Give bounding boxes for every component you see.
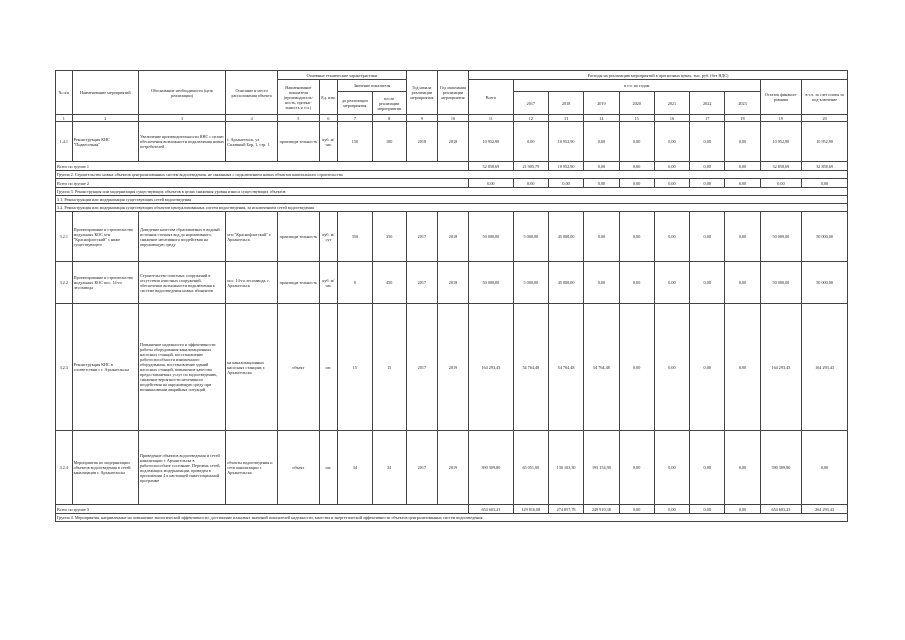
row-unit: шт. bbox=[319, 431, 338, 505]
row-after: 450 bbox=[372, 262, 406, 304]
row-value: 54 764,48 bbox=[584, 304, 619, 431]
total-label: Всего по группе 1 bbox=[56, 162, 469, 171]
row-unit: шт. bbox=[319, 304, 338, 431]
row-value: 390 309,80 bbox=[760, 431, 802, 505]
header-expense-group: Расходы на реализацию мероприятий в прогнозных ценах, тыс. руб. (без НДС) bbox=[469, 71, 848, 80]
row-value: 0,00 bbox=[619, 262, 654, 304]
header-remain: Остаток финанси-рования bbox=[760, 80, 802, 115]
row-unit: куб. м/час bbox=[319, 122, 338, 162]
row-year-end: 2018 bbox=[437, 212, 468, 262]
column-number: 7 bbox=[338, 115, 372, 122]
row-value: 65 051,00 bbox=[513, 431, 548, 505]
header-name: Наименование мероприятий bbox=[72, 71, 138, 115]
row-value: 0,00 bbox=[654, 431, 689, 505]
total-value: 249 919,38 bbox=[584, 505, 619, 514]
total-value: 0,00 bbox=[584, 179, 619, 188]
row-value: 0,00 bbox=[513, 122, 548, 162]
header-reason: Обоснование необходимости (цель реализации) bbox=[139, 71, 226, 115]
column-number: 16 bbox=[654, 115, 689, 122]
row-desc: на канализационных насосных станциях г. Архангельска bbox=[226, 304, 278, 431]
row-value: 0,00 bbox=[584, 122, 619, 162]
row-name: Проектирование и строительство модульных КОС пос. 14-го лесозавода bbox=[72, 262, 138, 304]
row-name: Реконструкция КНС "Подвесочная" bbox=[72, 122, 138, 162]
row-value: 10 952,90 bbox=[760, 122, 802, 162]
subgroup-heading-row bbox=[56, 196, 848, 204]
row-value: 0,00 bbox=[654, 212, 689, 262]
total-value: 129 816,08 bbox=[513, 505, 548, 514]
column-number-row bbox=[56, 115, 848, 122]
row-value: 130 103,30 bbox=[548, 431, 583, 505]
subgroup-heading: 3.2. Реконструкция или модернизация существующих объектов централизованных систем водоотведения, за исключением сетей водоотведения bbox=[56, 204, 848, 212]
row-value: 0,00 bbox=[619, 122, 654, 162]
subgroup-heading: 3.1. Реконструкция или модернизация существующих сетей водоотведения bbox=[56, 196, 848, 204]
header-before: до реализации мероприятия bbox=[338, 92, 372, 115]
total-value: 0,00 bbox=[619, 179, 654, 188]
row-before: 15 bbox=[338, 304, 372, 431]
row-reason: Увеличение производительности КНС с целью обеспечения возможности подключения новых потребителей bbox=[139, 122, 226, 162]
row-reason: Приведение объектов водоотведения и сетей канализации г. Архангельска в работоспособное состояние. Перечень сетей, подлежащих модернизации, приведен в приложении 4 к настоящей инвестиционной программе bbox=[139, 431, 226, 505]
subgroup-heading-row bbox=[56, 204, 848, 212]
table-row bbox=[56, 122, 848, 162]
row-after: 350 bbox=[372, 212, 406, 262]
row-value: 10 952,90 bbox=[548, 122, 583, 162]
row-value: 164 293,43 bbox=[802, 304, 848, 431]
row-value: 164 293,43 bbox=[469, 304, 514, 431]
header-total: Всего bbox=[469, 80, 514, 115]
header-year: 2019 bbox=[584, 92, 619, 115]
header-borrowed: в т.ч. за счет платы за под-ключение bbox=[802, 80, 848, 115]
row-value: 0,00 bbox=[725, 262, 760, 304]
total-value: 0,00 bbox=[548, 179, 583, 188]
column-number: 17 bbox=[690, 115, 725, 122]
header-unit: Ед. изм. bbox=[319, 80, 338, 115]
row-value: 0,00 bbox=[619, 304, 654, 431]
row-after: 180 bbox=[372, 122, 406, 162]
row-value: 195 154,90 bbox=[584, 431, 619, 505]
total-label: Всего по группе 2 bbox=[56, 179, 469, 188]
total-value: 0,00 bbox=[619, 162, 654, 171]
row-value: 0,00 bbox=[802, 431, 848, 505]
row-desc: пос. 14-го лесозавода, г. Архангельск bbox=[226, 262, 278, 304]
total-value: 32 858,69 bbox=[469, 162, 514, 171]
table-row bbox=[56, 431, 848, 505]
column-number: 4 bbox=[226, 115, 278, 122]
header-year: 2022 bbox=[690, 92, 725, 115]
row-tech: объект bbox=[278, 304, 320, 431]
total-value: 0,00 bbox=[725, 179, 760, 188]
total-value: 264 293,43 bbox=[802, 505, 848, 514]
row-year-end: 2018 bbox=[437, 122, 468, 162]
row-tech: производи тельность bbox=[278, 122, 320, 162]
total-value: 32 858,69 bbox=[760, 162, 802, 171]
total-value: 10 952,90 bbox=[548, 162, 583, 171]
row-value: 0,00 bbox=[584, 262, 619, 304]
row-tech: производи тельность bbox=[278, 262, 320, 304]
row-year-start: 2018 bbox=[406, 122, 437, 162]
total-value: 0,00 bbox=[690, 162, 725, 171]
total-value: 654 603,23 bbox=[469, 505, 514, 514]
row-year-end: 2019 bbox=[437, 431, 468, 505]
header-year: 2018 bbox=[548, 92, 583, 115]
header-tech-group: Основные технические характеристики bbox=[278, 71, 407, 80]
investment-table bbox=[55, 70, 848, 522]
investment-program-table-page bbox=[55, 70, 848, 522]
column-number: 1 bbox=[56, 115, 73, 122]
row-value: 0,00 bbox=[725, 122, 760, 162]
column-number: 8 bbox=[372, 115, 406, 122]
row-value: 0,00 bbox=[584, 212, 619, 262]
column-number: 11 bbox=[469, 115, 514, 122]
row-name: Мероприятия по модернизации объектов водоотведения в сетей канализации г. Архангельска bbox=[72, 431, 138, 505]
group-heading: Группа 3. Реконструкция или модернизация существующих объектов в целях снижения уровня износа существующих объектов bbox=[56, 188, 848, 196]
group-heading: Группа 2. Строительство новых объектов централизованных систем водоотведения, не связанных с подключением новых объектов капитального строительства bbox=[56, 171, 848, 179]
row-value: 10 952,90 bbox=[469, 122, 514, 162]
row-after: 34 bbox=[372, 431, 406, 505]
header-num: № п/п bbox=[56, 71, 73, 115]
row-value: 0,00 bbox=[690, 431, 725, 505]
row-year-start: 2017 bbox=[406, 304, 437, 431]
column-number: 9 bbox=[406, 115, 437, 122]
total-value: 0,00 bbox=[654, 162, 689, 171]
row-year-end: 2018 bbox=[437, 262, 468, 304]
row-value: 50 000,00 bbox=[802, 212, 848, 262]
row-value: 50 000,00 bbox=[802, 262, 848, 304]
header-year: 2021 bbox=[654, 92, 689, 115]
group-total-row bbox=[56, 162, 848, 171]
row-value: 0,00 bbox=[690, 304, 725, 431]
row-num: 3.2.2 bbox=[56, 262, 73, 304]
row-value: 164 293,43 bbox=[760, 304, 802, 431]
row-value: 0,00 bbox=[654, 262, 689, 304]
group-heading-row bbox=[56, 171, 848, 179]
row-value: 50 000,00 bbox=[469, 262, 514, 304]
row-value: 45 000,00 bbox=[548, 262, 583, 304]
header-after: после реализации мероприятия bbox=[372, 92, 406, 115]
row-reason: Повышение надежности и эффективности работы оборудования канализационных насосных станций, восстановление работоспособности изношенного оборудования, восстановление зданий насосных станций, повышение качества предоставляемых услуг по водоотведению, снижение вероятности негативного воздействия на окружающую среду при возникновении аварийных ситуаций bbox=[139, 304, 226, 431]
column-number: 12 bbox=[513, 115, 548, 122]
header-years-group: в т.ч. по годам bbox=[513, 80, 760, 92]
column-number: 5 bbox=[278, 115, 320, 122]
row-value: 0,00 bbox=[654, 304, 689, 431]
total-value: 0,00 bbox=[690, 179, 725, 188]
row-value: 0,00 bbox=[690, 122, 725, 162]
header-desc: Описание и место расположения объекта bbox=[226, 71, 278, 115]
row-before: 34 bbox=[338, 431, 372, 505]
column-number: 14 bbox=[584, 115, 619, 122]
row-unit: куб. м/час bbox=[319, 262, 338, 304]
row-value: 54 764,48 bbox=[513, 304, 548, 431]
row-value: 0,00 bbox=[654, 122, 689, 162]
group-heading-row bbox=[56, 188, 848, 196]
column-number: 3 bbox=[139, 115, 226, 122]
column-number: 10 bbox=[437, 115, 468, 122]
row-num: 3.2.1 bbox=[56, 212, 73, 262]
total-value: 0,00 bbox=[760, 179, 802, 188]
total-label: Всего по группе 3 bbox=[56, 505, 469, 514]
total-value: 0,00 bbox=[513, 179, 548, 188]
header-year: 2023 bbox=[725, 92, 760, 115]
column-number: 20 bbox=[802, 115, 848, 122]
header-tech-name: Наименование показателя (производитель-ность, протяж-енность и т.п.) bbox=[278, 80, 320, 115]
row-year-start: 2017 bbox=[406, 212, 437, 262]
total-value: 0,00 bbox=[725, 162, 760, 171]
table-row bbox=[56, 304, 848, 431]
row-value: 50 000,00 bbox=[760, 212, 802, 262]
row-value: 54 764,48 bbox=[548, 304, 583, 431]
row-value: 0,00 bbox=[725, 212, 760, 262]
row-desc: объекты водоотведения и сети канализации г. Архангельска bbox=[226, 431, 278, 505]
row-value: 0,00 bbox=[690, 262, 725, 304]
total-value: 0,00 bbox=[654, 179, 689, 188]
row-year-start: 2017 bbox=[406, 431, 437, 505]
total-value: 0,00 bbox=[654, 505, 689, 514]
row-value: 0,00 bbox=[725, 304, 760, 431]
group-heading-row bbox=[56, 514, 848, 522]
row-tech: объект bbox=[278, 431, 320, 505]
header-year-end: Год окончания реализации мероприятия bbox=[437, 71, 468, 115]
group-total-row bbox=[56, 505, 848, 514]
row-tech: производи тельность bbox=[278, 212, 320, 262]
row-year-end: 2019 bbox=[437, 304, 468, 431]
header-year-start: Год начала реализации мероприятия bbox=[406, 71, 437, 115]
row-num: 3.2.3 bbox=[56, 304, 73, 431]
row-value: 390 309,80 bbox=[469, 431, 514, 505]
total-value: 0,00 bbox=[802, 179, 848, 188]
row-value: 50 000,00 bbox=[469, 212, 514, 262]
column-number: 19 bbox=[760, 115, 802, 122]
group-total-row bbox=[56, 179, 848, 188]
row-desc: м-н "Краснофлотский" г. Архангельск bbox=[226, 212, 278, 262]
table-row bbox=[56, 212, 848, 262]
column-number: 15 bbox=[619, 115, 654, 122]
row-value: 5 000,00 bbox=[513, 262, 548, 304]
group-heading: Группа 4. Мероприятия, направленные на повышение экологической эффективности, достижение плановых значений показателей надежности, качества и энергетической эффективности объектов централизованных систем водоотведения bbox=[56, 514, 848, 522]
total-value: 0,00 bbox=[619, 505, 654, 514]
total-value: 0,00 bbox=[725, 505, 760, 514]
column-number: 6 bbox=[319, 115, 338, 122]
row-num: 1.4.1 bbox=[56, 122, 73, 162]
row-value: 0,00 bbox=[690, 212, 725, 262]
row-before: 150 bbox=[338, 122, 372, 162]
header-value-group: Значение показателя bbox=[338, 80, 407, 92]
row-value: 5 000,00 bbox=[513, 212, 548, 262]
header-year: 2020 bbox=[619, 92, 654, 115]
row-reason: Строительство очистных сооружений в отсутствии очистных сооружений, обеспечение возможности подключения к системе водоотведения новых абонентов bbox=[139, 262, 226, 304]
row-value: 10 952,90 bbox=[802, 122, 848, 162]
row-value: 50 000,00 bbox=[760, 262, 802, 304]
row-num: 3.2.4 bbox=[56, 431, 73, 505]
row-value: 45 000,00 bbox=[548, 212, 583, 262]
total-value: 32 858,69 bbox=[802, 162, 848, 171]
column-number: 18 bbox=[725, 115, 760, 122]
row-after: 15 bbox=[372, 304, 406, 431]
row-name: Проектирование и строительство модульных КОС м-н "Краснофлотский" с ниже существующего bbox=[72, 212, 138, 262]
table-row bbox=[56, 262, 848, 304]
row-before: 350 bbox=[338, 212, 372, 262]
total-value: 0,00 bbox=[469, 179, 514, 188]
total-value: 274 857,78 bbox=[548, 505, 583, 514]
row-year-start: 2017 bbox=[406, 262, 437, 304]
column-number: 13 bbox=[548, 115, 583, 122]
total-value: 0,00 bbox=[584, 162, 619, 171]
total-value: 654 603,23 bbox=[760, 505, 802, 514]
header-year: 2017 bbox=[513, 92, 548, 115]
row-value: 0,00 bbox=[619, 431, 654, 505]
row-reason: Доведение качества сбрасываемых в водный источник сточных вод до нормативного, снижение негативного воздействия на окружающую среду bbox=[139, 212, 226, 262]
row-value: 0,00 bbox=[619, 212, 654, 262]
row-desc: г. Архангельск, ул. Сплавный Бор, 1, стр. 1 bbox=[226, 122, 278, 162]
row-before: 0 bbox=[338, 262, 372, 304]
total-value: 21 905,79 bbox=[513, 162, 548, 171]
row-name: Реконструкция КНС в соответствии с г. Архангельска bbox=[72, 304, 138, 431]
column-number: 2 bbox=[72, 115, 138, 122]
row-value: 0,00 bbox=[725, 431, 760, 505]
total-value: 0,00 bbox=[690, 505, 725, 514]
row-unit: куб. м/ сут bbox=[319, 212, 338, 262]
